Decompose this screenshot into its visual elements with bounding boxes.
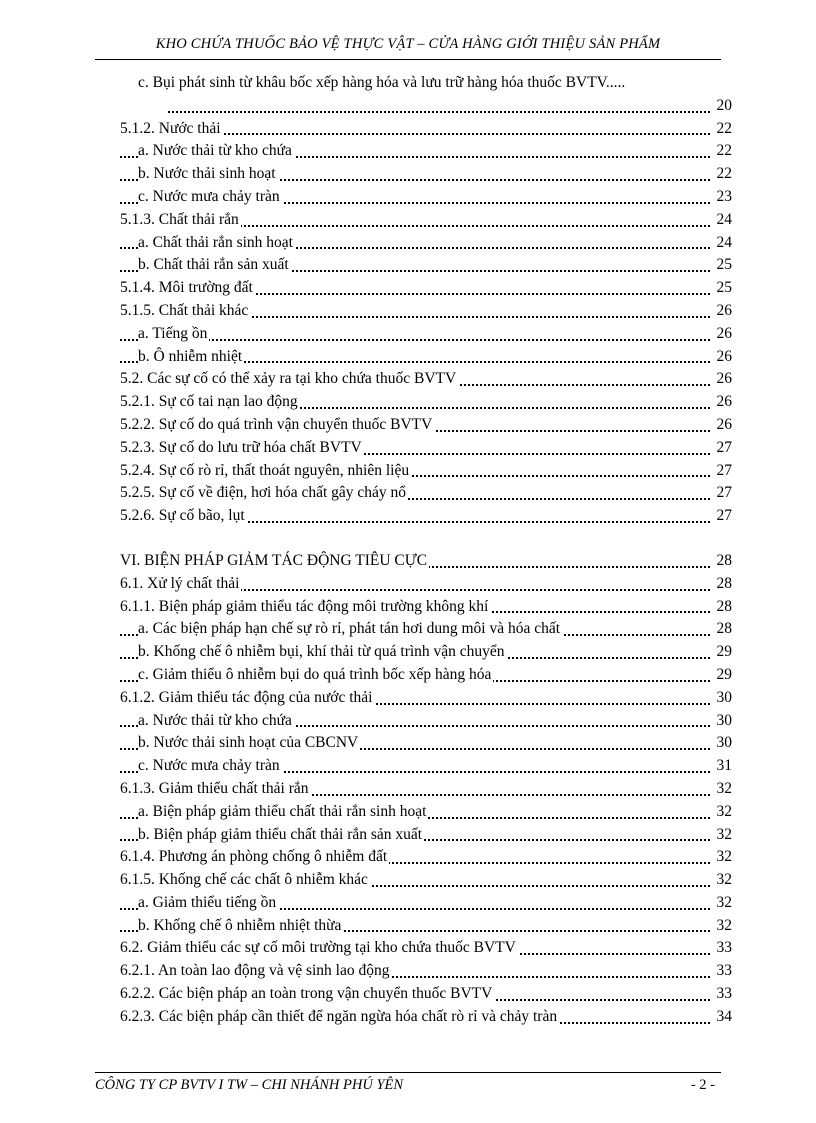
toc-entry-page: 34 [715,1006,733,1029]
toc-entry-page: 23 [715,186,733,209]
toc-entry-title: b. Khống chế ô nhiễm bụi, khí thải từ quá trình vận chuyển [138,643,505,661]
toc-entry[interactable] [120,505,732,528]
toc-entry[interactable] [120,482,732,505]
toc-entry-title: 5.2.5. Sự cố về điện, hơi hóa chất gây cháy nổ [120,484,407,502]
toc-entry-title: c. Bụi phát sinh từ khâu bốc xếp hàng hóa và lưu trữ hàng hóa thuốc BVTV..... [138,74,626,91]
toc-entry-title: 6.1.2. Giảm thiểu tác động của nước thải [120,688,373,706]
toc-entry-page: 24 [715,209,733,232]
toc-entry[interactable] [120,254,732,277]
toc-entry-page: 25 [715,277,733,300]
toc-entry-page: 32 [715,915,733,938]
toc-entry-title: VI. BIỆN PHÁP GIẢM TÁC ĐỘNG TIÊU CỰC [120,551,428,569]
toc-entry-title: 5.1.4. Môi trường đất [120,279,253,297]
toc-leader-dots [165,111,710,113]
footer-rule [95,1072,721,1073]
toc-entry[interactable] [120,437,732,460]
toc-entry-title: b. Chất thải rắn sản xuất [138,256,289,274]
toc-entry-title: 6.2.3. Các biện pháp cần thiết để ngăn ngừa hóa chất rò rỉ và chảy tràn [120,1007,558,1025]
toc-entry-title: 5.2.6. Sự cố bão, lụt [120,507,245,525]
toc-entry-title: c. Giảm thiểu ô nhiễm bụi do quá trình bốc xếp hàng hóa [138,665,492,683]
footer-company: CÔNG TY CP BVTV I TW – CHI NHÁNH PHÚ YÊN [95,1077,404,1093]
toc-entry-page: 26 [715,300,733,323]
toc-entry-title: 5.1.5. Chất thải khác [120,301,249,319]
toc-entry-page: 32 [715,892,733,915]
toc-entry-title: c. Nước mưa chảy tràn [138,187,280,205]
toc-entry-page: 32 [715,801,733,824]
toc-entry-title: b. Biện pháp giảm thiểu chất thải rắn sản xuất [138,825,423,843]
toc-entry[interactable] [120,687,732,710]
toc-entry-page: 26 [715,368,733,391]
toc-entry-page: 26 [715,323,733,346]
toc-entry[interactable] [120,846,732,869]
toc-entry-page: 31 [715,755,733,778]
toc-entry-title: b. Nước thải sinh hoạt [138,165,276,183]
toc-entry-page: 22 [715,140,733,163]
toc-entry-title: a. Các biện pháp hạn chế sự rò rỉ, phát tán hơi dung môi và hóa chất [138,620,561,638]
toc-entry-page: 27 [715,505,733,528]
toc-entry-title: a. Tiếng ồn [138,324,208,342]
toc-entry[interactable] [120,186,732,209]
toc-entry-page: 32 [715,778,733,801]
header-rule [95,59,721,60]
toc-entry-title: 5.2.2. Sự cố do quá trình vận chuyển thuốc BVTV [120,415,433,433]
toc-entry-page: 33 [715,937,733,960]
toc-entry-title [165,97,167,114]
toc-entry[interactable] [120,95,732,118]
toc-entry[interactable] [120,277,732,300]
toc-entry-title: c. Nước mưa chảy tràn [138,757,280,775]
toc-entry-title: a. Nước thải từ kho chứa [138,711,292,729]
toc-entry-title: b. Khống chế ô nhiễm nhiệt thừa [138,916,342,934]
toc-entry[interactable] [120,960,732,983]
toc-entry[interactable] [120,710,732,733]
toc-entry-title: 6.1.3. Giảm thiểu chất thải rắn [120,779,309,797]
toc-entry[interactable] [120,300,732,323]
toc-entry[interactable] [120,118,732,141]
toc-entry-page: 28 [715,573,733,596]
toc-entry[interactable] [120,460,732,483]
toc-entry[interactable] [120,72,732,95]
toc-entry-page: 33 [715,960,733,983]
toc-entry-title: 6.2.1. An toàn lao động và vệ sinh lao động [120,962,390,980]
toc-entry[interactable] [120,368,732,391]
toc-entry-page: 28 [715,550,733,573]
toc-entry-page: 26 [715,414,733,437]
toc-entry[interactable] [120,596,732,619]
toc-entry-title: 5.1.3. Chất thải rắn [120,210,239,228]
toc-entry[interactable] [120,778,732,801]
toc-entry-page: 20 [715,95,733,118]
toc-entry-page: 30 [715,732,733,755]
toc-entry-title: a. Nước thải từ kho chứa [138,142,292,160]
toc-entry-title: 5.2.3. Sự cố do lưu trữ hóa chất BVTV [120,438,362,456]
toc-entry-page: 32 [715,869,733,892]
toc-entry-title: 5.2.1. Sự cố tai nạn lao động [120,393,298,411]
toc-entry[interactable] [120,550,732,573]
toc-entry-page: 30 [715,687,733,710]
toc-entry[interactable] [120,755,732,778]
toc-entry-page: 27 [715,437,733,460]
toc-entry-page: 24 [715,232,733,255]
toc-entry[interactable] [120,391,732,414]
toc-entry-title: 6.2.2. Các biện pháp an toàn trong vận chuyển thuốc BVTV [120,985,493,1003]
toc-entry-page: 28 [715,618,733,641]
toc-entry[interactable] [120,937,732,960]
toc-entry[interactable] [120,209,732,232]
toc-entry-title: a. Biện pháp giảm thiểu chất thải rắn sinh hoạt [138,802,427,820]
toc-entry-title: b. Nước thải sinh hoạt của CBCNV [138,734,359,752]
toc-entry[interactable] [120,232,732,255]
page-number: - 2 - [690,1077,715,1093]
toc-entry-title: 6.1.5. Khống chế các chất ô nhiễm khác [120,871,368,889]
toc-entry[interactable] [120,323,732,346]
toc-entry[interactable] [120,915,732,938]
toc-entry[interactable] [120,618,732,641]
toc-entry-page: 22 [715,118,733,141]
toc-entry[interactable] [120,892,732,915]
toc-entry-page: 32 [715,824,733,847]
toc-entry-page: 29 [715,664,733,687]
toc-entry-page: 27 [715,460,733,483]
toc-entry[interactable] [120,732,732,755]
toc-entry-page: 32 [715,846,733,869]
toc-entry-title: a. Giảm thiểu tiếng ồn [138,893,277,911]
toc-entry-title: 6.2. Giảm thiểu các sự cố môi trường tại kho chứa thuốc BVTV [120,939,516,957]
toc-entry-page: 29 [715,641,733,664]
toc-entry-title: 5.2. Các sự cố có thể xảy ra tại kho chứa thuốc BVTV [120,370,457,388]
toc-entry-page: 25 [715,254,733,277]
toc-entry[interactable] [120,140,732,163]
toc-entry[interactable] [120,664,732,687]
toc-entry[interactable] [120,414,732,437]
toc-entry[interactable] [120,869,732,892]
toc-entry[interactable] [120,1006,732,1029]
toc-entry[interactable] [120,824,732,847]
toc-entry-title: 6.1.1. Biện pháp giảm thiểu tác động môi trường không khí [120,597,489,615]
toc-entry-title: 6.1.4. Phương án phòng chống ô nhiễm đất [120,848,388,866]
toc-entry-page: 26 [715,391,733,414]
toc-entry-title: 5.2.4. Sự cố rò rỉ, thất thoát nguyên, nhiên liệu [120,461,410,479]
toc-entry-title: b. Ô nhiễm nhiệt [138,347,243,365]
table-of-contents [120,72,732,1029]
toc-entry-page: 33 [715,983,733,1006]
toc-entry-page: 30 [715,710,733,733]
toc-entry-title: 5.1.2. Nước thải [120,119,221,137]
toc-entry-title: 6.1. Xử lý chất thải [120,574,240,592]
toc-entry[interactable] [120,163,732,186]
toc-entry-page: 22 [715,163,733,186]
page-header: KHO CHỨA THUỐC BẢO VỆ THỰC VẬT – CỬA HÀNG GIỚI THIỆU SẢN PHẨM [155,36,661,52]
toc-entry-page: 27 [715,482,733,505]
toc-entry[interactable] [120,801,732,824]
page-footer [95,1077,721,1094]
toc-entry-page: 28 [715,596,733,619]
toc-entry[interactable] [120,573,732,596]
toc-entry-page: 26 [715,346,733,369]
toc-entry-title: a. Chất thải rắn sinh hoạt [138,233,293,251]
toc-entry[interactable] [120,346,732,369]
toc-entry[interactable] [120,641,732,664]
toc-entry[interactable] [120,983,732,1006]
